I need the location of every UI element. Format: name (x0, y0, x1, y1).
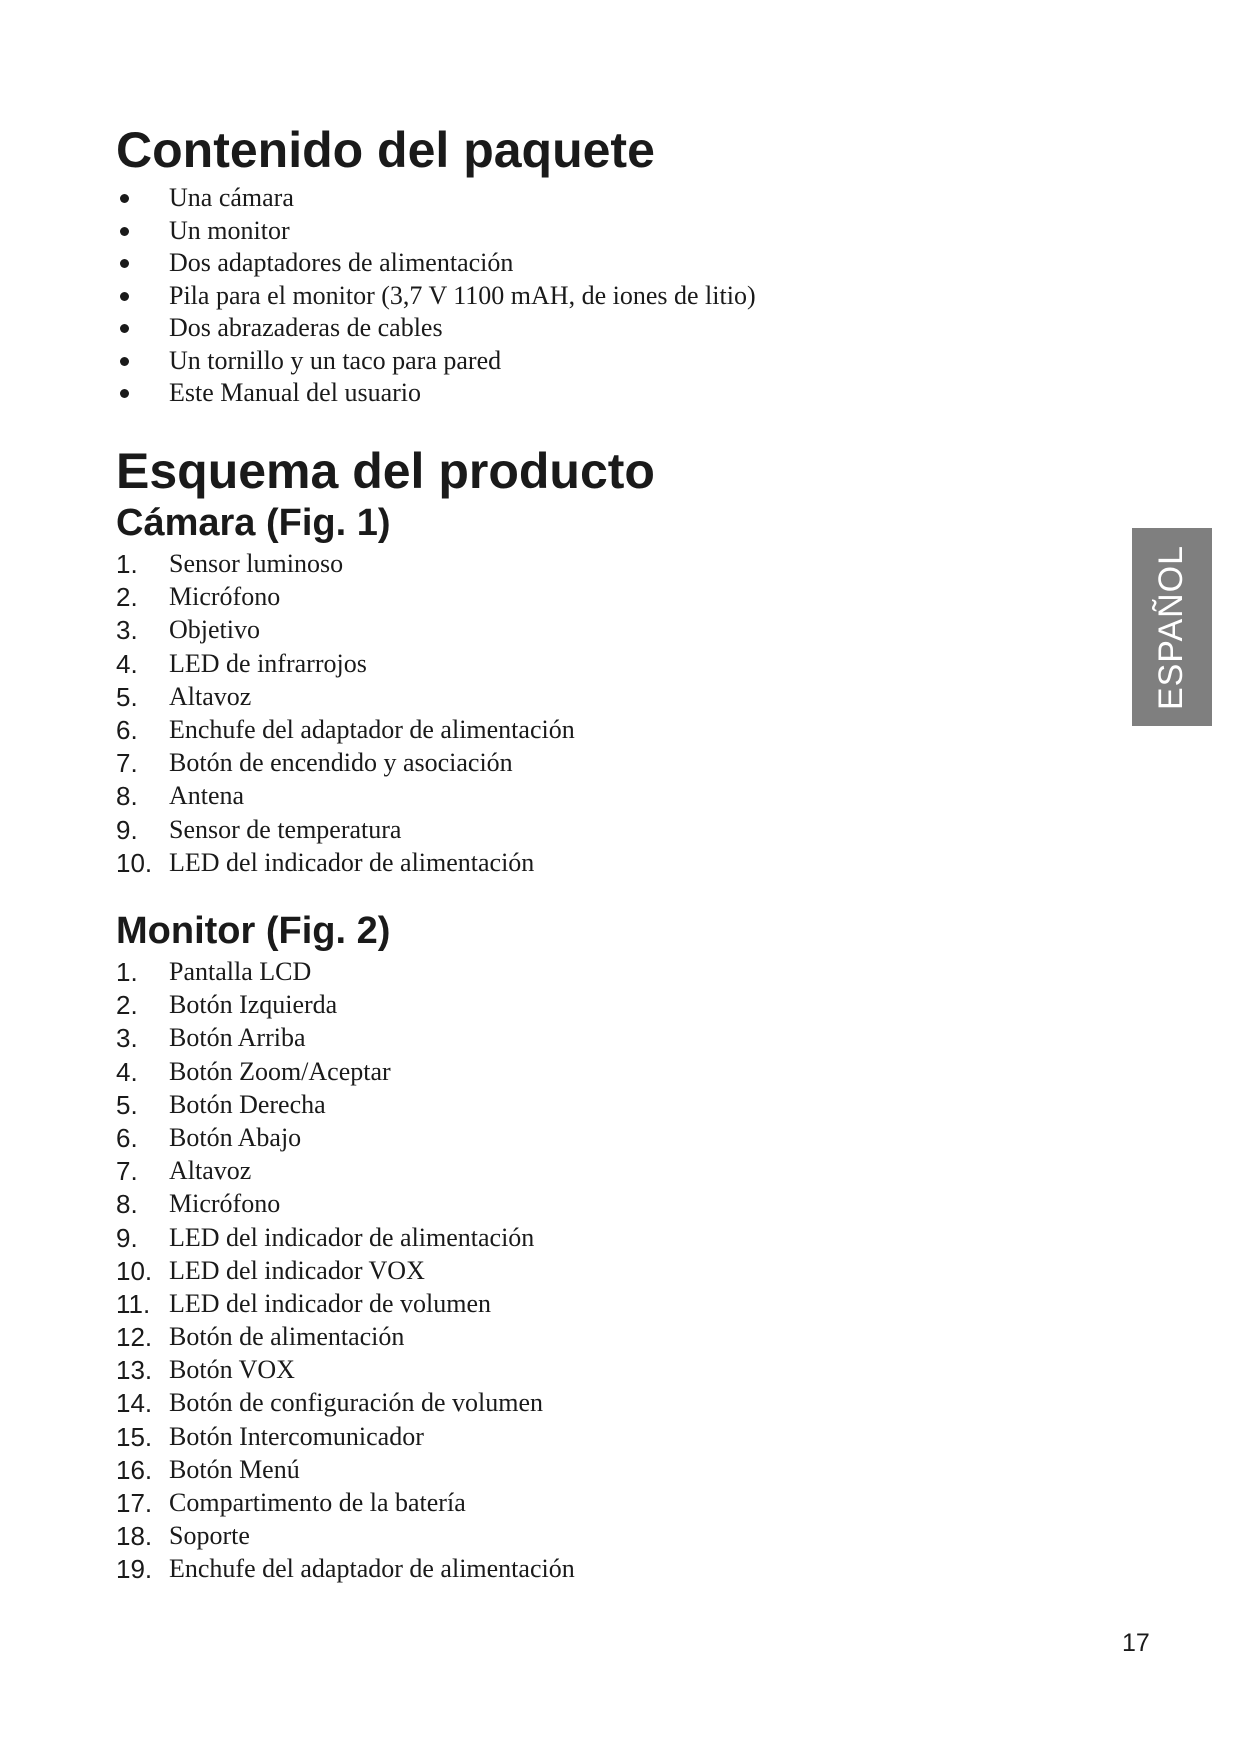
item-label: Botón de configuración de volumen (169, 1388, 544, 1418)
item-label: Altavoz (169, 1156, 252, 1186)
item-label: Sensor luminoso (169, 549, 344, 578)
item-label: LED del indicador de alimentación (169, 847, 535, 877)
item-label: Soporte (169, 1521, 250, 1551)
item-label: LED de infrarrojos (169, 648, 367, 678)
item-number: 2. (116, 582, 138, 613)
item-number: 19. (116, 1554, 153, 1585)
bullet-icon (120, 389, 129, 398)
item-number: 15. (116, 1421, 153, 1452)
list-item-text: Pila para el monitor (3,7 V 1100 mAH, de iones de litio) (169, 280, 756, 310)
item-number: 9. (116, 814, 138, 845)
product-overview-title: Esquema del producto (116, 443, 655, 499)
language-side-tab (1132, 528, 1212, 726)
item-number: 4. (116, 648, 138, 679)
item-label: Botón VOX (169, 1355, 295, 1385)
camera-section-title: Cámara (Fig. 1) (116, 502, 391, 544)
item-number: 6. (116, 1122, 138, 1153)
item-label: Compartimento de la batería (169, 1488, 466, 1517)
item-number: 7. (116, 1156, 138, 1187)
list-item-text: Una cámara (169, 183, 294, 212)
page-number: 17 (1122, 1629, 1150, 1657)
item-number: 10. (116, 847, 153, 878)
item-number: 4. (116, 1056, 138, 1087)
list-item-text: Un tornillo y un taco para pared (169, 345, 502, 375)
item-label: Botón de alimentación (169, 1322, 405, 1352)
item-number: 1. (116, 549, 138, 579)
item-label: Pantalla LCD (169, 957, 312, 986)
item-number: 6. (116, 714, 138, 745)
item-label: Sensor de temperatura (169, 814, 402, 844)
item-label: Botón Derecha (169, 1089, 326, 1119)
item-label: Antena (169, 781, 245, 811)
item-number: 8. (116, 781, 138, 812)
item-label: Botón Arriba (169, 1023, 306, 1053)
bullet-icon (120, 324, 129, 333)
item-label: LED del indicador de volumen (169, 1288, 492, 1318)
item-label: Botón de encendido y asociación (169, 748, 513, 778)
item-label: Botón Zoom/Aceptar (169, 1056, 391, 1086)
item-label: Botón Menú (169, 1454, 300, 1484)
item-label: LED del indicador de alimentación (169, 1222, 535, 1252)
item-number: 16. (116, 1454, 153, 1485)
item-number: 11. (116, 1288, 151, 1319)
item-label: Enchufe del adaptador de alimentación (169, 1554, 575, 1584)
item-label: Botón Izquierda (169, 990, 338, 1020)
item-label: Enchufe del adaptador de alimentación (169, 714, 575, 744)
item-number: 18. (116, 1521, 153, 1552)
item-label: Objetivo (169, 615, 260, 645)
item-number: 2. (116, 990, 138, 1021)
bullet-icon (120, 259, 129, 268)
list-item-text: Dos adaptadores de alimentación (169, 248, 514, 277)
item-number: 5. (116, 681, 138, 712)
bullet-icon (120, 227, 129, 236)
item-number: 12. (116, 1322, 153, 1353)
item-label: Altavoz (169, 681, 252, 711)
list-item-text: Este Manual del usuario (169, 378, 421, 407)
bullet-icon (120, 357, 129, 366)
package-contents-title: Contenido del paquete (116, 122, 655, 178)
language-label: ESPAÑOL (1152, 544, 1191, 710)
item-number: 14. (116, 1388, 153, 1419)
item-number: 3. (116, 615, 138, 646)
item-label: Botón Abajo (169, 1122, 302, 1152)
item-number: 9. (116, 1222, 138, 1253)
item-number: 17. (116, 1488, 153, 1518)
item-number: 1. (116, 957, 138, 987)
item-number: 3. (116, 1023, 138, 1054)
item-number: 10. (116, 1255, 153, 1286)
item-label: LED del indicador VOX (169, 1255, 425, 1285)
bullet-icon (120, 292, 129, 301)
item-label: Botón Intercomunicador (169, 1421, 424, 1451)
item-label: Micrófono (169, 582, 281, 612)
bullet-icon (120, 194, 129, 203)
monitor-section-title: Monitor (Fig. 2) (116, 910, 391, 952)
item-number: 7. (116, 748, 138, 779)
item-number: 8. (116, 1189, 138, 1220)
list-item-text: Dos abrazaderas de cables (169, 313, 443, 342)
item-number: 13. (116, 1355, 153, 1386)
item-number: 5. (116, 1089, 138, 1120)
list-item-text: Un monitor (169, 215, 290, 245)
item-label: Micrófono (169, 1189, 281, 1219)
